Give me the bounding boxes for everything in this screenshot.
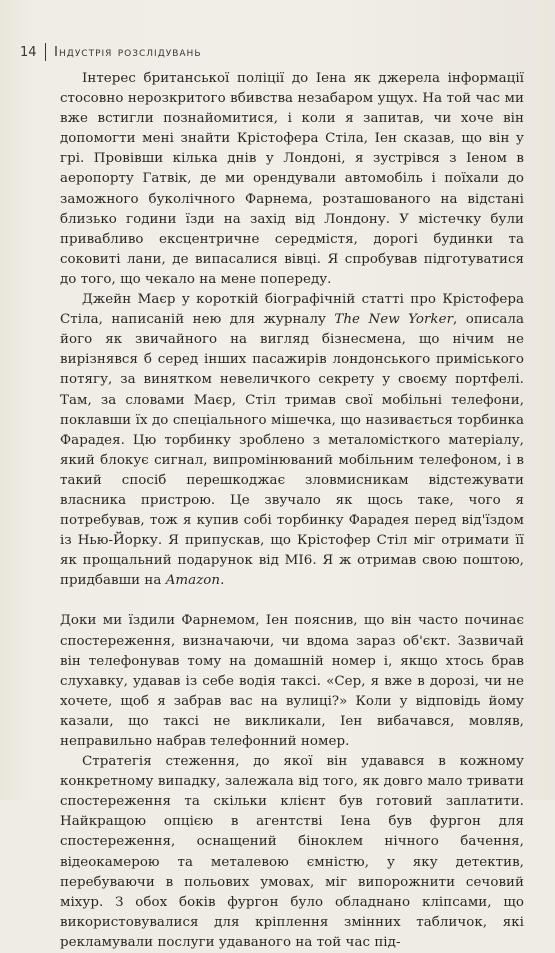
body-text bbox=[60, 69, 524, 953]
page-number: 14 bbox=[20, 44, 37, 60]
paragraph-3 bbox=[60, 611, 524, 752]
paragraph-2-text-a: Джейн Маєр у короткій біографічній статті про Крістофера Стіла, написаній нею для журналу bbox=[60, 292, 524, 328]
store-name: Amazon bbox=[165, 573, 221, 589]
section-title: Індустрія розслідувань bbox=[54, 44, 202, 60]
paragraph-1-text: Інтерес британської поліції до Іена як джерела інформації стосовно нерозкритого вбивства незабаром ущух. На той час ми вже встигли познайомитися, і коли я запитав, чи хоче він допомогти мені знайти Крістофера Стіла, Іен сказав, що він у грі. Провівши кілька днів у Лондоні, я зустрівся з Іеном в аеропорту Гатвік, де ми орендували автомобіль і поїхали до заможного буколічного Фарнема, розташованого на відстані близько години їзди на захід від Лондону. У містечку були привабливо ексцентричне середмістя, дорогі будинки та соковиті лани, де випасалися вівці. Я спробував підготуватися до того, що чекало на мене попереду. bbox=[60, 71, 524, 287]
paragraph-4 bbox=[60, 752, 524, 953]
paragraph-2-text-b: , описала його як звичайного на вигляд бізнесмена, що нічим не вирізнявся б серед інших пасажирів лондонського приміського потягу, за винятком невеличкого секрету у своєму портфелі. Там, за словами Маєр, Стіл тримав свої мобільні телефони, поклавши їх до спеціального мішечка, що називається торбинка Фарадея. Цю торбинку зроблено з металоміcткого матеріалу, який блокує сигнал, випромінюваний мобільним телефоном, і в такий спосіб перешкоджає зловмисникам відстежувати власника пристрою. Це звучало як щось таке, чого я потребував, тож я купив собі торбинку Фарадея перед від'їздом із Нью-Йорку. Я припускав, що Крістофер Стіл міг отримати її як прощальний подарунок від МІ6. Я ж отримав свою поштою, придбавши на bbox=[60, 312, 524, 589]
paragraph-1 bbox=[60, 69, 524, 290]
magazine-title: The New Yorker bbox=[334, 312, 454, 328]
paragraph-2-text-c: . bbox=[220, 573, 225, 589]
paragraph-2 bbox=[60, 290, 524, 591]
paragraph-3-text: Доки ми їздили Фарнемом, Іен пояснив, що він часто починає спостереження, визначаючи, чи вдома зараз об'єкт. Зазвичай він телефонував тому на домашній номер і, якщо хтось брав слухавку, удавав із себе водія таксі. «Сер, я вже в дорозі, чи не хочете, щоб я забрав вас на вулиці?» Коли у відповідь йому казали, що таксі не викликали, Іен вибачався, мовляв, неправильно набрав телефонний номер. bbox=[60, 613, 524, 749]
header-divider bbox=[45, 43, 47, 61]
running-header bbox=[20, 43, 202, 61]
paragraph-4-text: Стратегія стеження, до якої він удавався в кожному конкретному випадку, залежала від того, як довго мало тривати спостереження та скільки клієнт був готовий заплатити. Найкращою опцією в агентстві Іена був фургон для спостереження, оснащений біноклем нічного бачення, відеокамерою та металевою ємністю, у яку детектив, перебуваючи в польових умовах, міг випорожнити сечовий міхур. З обох боків фургон було обладнано кліпсами, що використовувалися для кріплення змінних табличок, які рекламували послуги удаваного на той час під- bbox=[60, 754, 524, 950]
